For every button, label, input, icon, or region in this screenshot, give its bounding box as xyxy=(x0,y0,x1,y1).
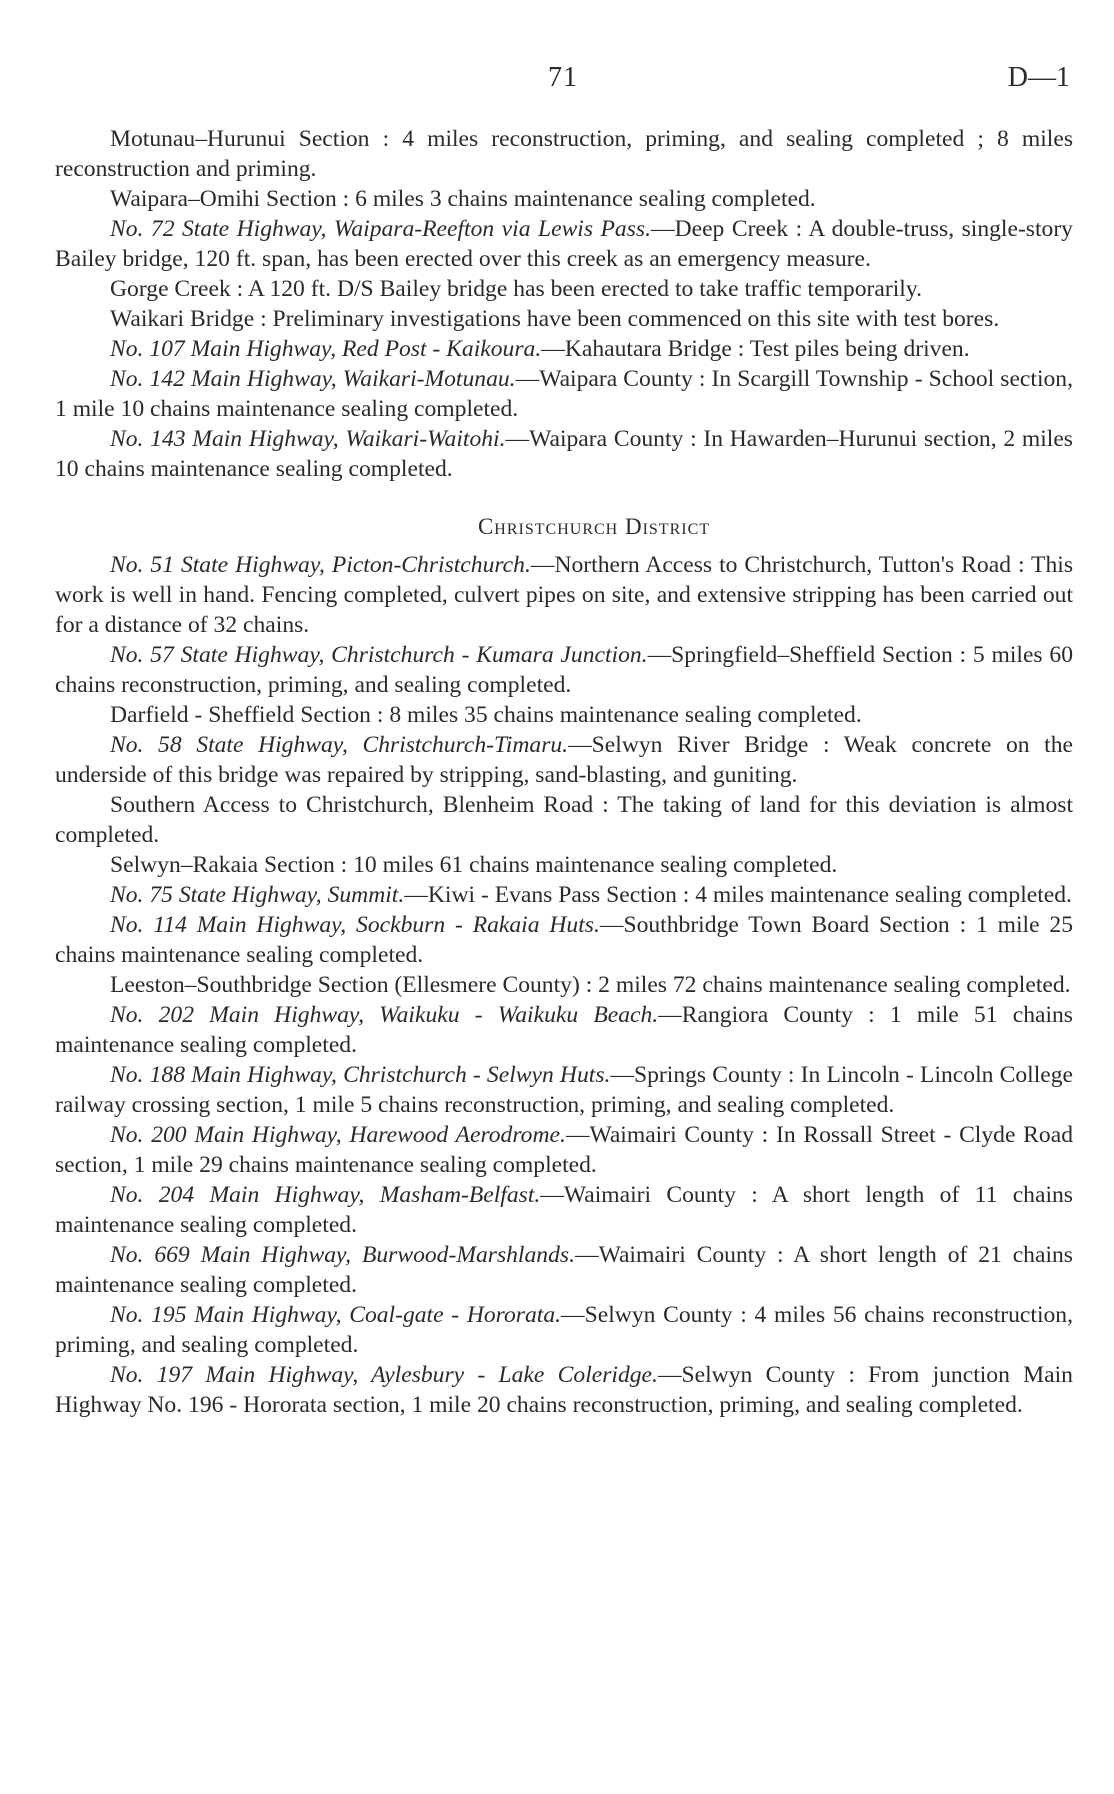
highway-heading: No. 107 Main Highway, Red Post - Kaikoura. xyxy=(110,336,542,362)
highway-heading: No. 51 State Highway, Picton-Christchurch. xyxy=(110,552,531,578)
paragraph-text: Waikari Bridge : Preliminary investigations have been commenced on this site with test bores. xyxy=(110,306,1000,332)
paragraph xyxy=(55,214,1073,274)
paragraph xyxy=(55,1180,1073,1240)
highway-heading: No. 202 Main Highway, Waikuku - Waikuku Beach. xyxy=(110,1002,659,1028)
paragraph xyxy=(55,1240,1073,1300)
paragraph-text: —Waimairi County : A short length of 21 chains maintenance sealing completed. xyxy=(55,1242,1073,1298)
paragraph-text: —Springs County : In Lincoln - Lincoln College railway crossing section, 1 mile 5 chains reconstruction, priming, and sealing completed. xyxy=(55,1062,1073,1118)
document-body xyxy=(55,124,1073,1420)
paragraph-text: Southern Access to Christchurch, Blenheim Road : The taking of land for this deviation is almost completed. xyxy=(55,792,1073,848)
paragraph xyxy=(55,1060,1073,1120)
paragraph-text: —Selwyn County : From junction Main Highway No. 196 - Hororata section, 1 mile 20 chains reconstruction, priming, and sealing completed. xyxy=(55,1362,1073,1418)
paragraph-text: —Waimairi County : In Rossall Street - Clyde Road section, 1 mile 29 chains maintenance sealing completed. xyxy=(55,1122,1073,1178)
highway-heading: No. 188 Main Highway, Christchurch - Selwyn Huts. xyxy=(110,1062,611,1088)
paragraphs-top xyxy=(55,124,1073,484)
highway-heading: No. 204 Main Highway, Masham-Belfast. xyxy=(110,1182,541,1208)
paragraph xyxy=(55,1000,1073,1060)
paragraph xyxy=(55,790,1073,850)
paragraph xyxy=(55,1360,1073,1420)
highway-heading: No. 72 State Highway, Waipara-Reefton via Lewis Pass. xyxy=(110,216,651,242)
highway-heading: No. 200 Main Highway, Harewood Aerodrome. xyxy=(110,1122,566,1148)
highway-heading: No. 75 State Highway, Summit. xyxy=(110,882,405,908)
paragraph-text: —Selwyn County : 4 miles 56 chains reconstruction, priming, and sealing completed. xyxy=(55,1302,1073,1358)
paragraph-text: —Springfield–Sheffield Section : 5 miles 60 chains reconstruction, priming, and sealing completed. xyxy=(55,642,1074,698)
paragraph xyxy=(55,334,1073,364)
paragraphs-bottom xyxy=(55,550,1073,1420)
paragraph xyxy=(55,730,1073,790)
paragraph xyxy=(55,424,1073,484)
paragraph xyxy=(55,700,1073,730)
paragraph xyxy=(55,184,1073,214)
highway-heading: No. 58 State Highway, Christchurch-Timaru. xyxy=(110,732,569,758)
district-heading: Christchurch District xyxy=(477,514,711,539)
paragraph-text: Darfield - Sheffield Section : 8 miles 35 chains maintenance sealing completed. xyxy=(110,702,862,728)
highway-heading: No. 195 Main Highway, Coal-gate - Hororata. xyxy=(110,1302,562,1328)
highway-heading: No. 197 Main Highway, Aylesbury - Lake Coleridge. xyxy=(110,1362,658,1388)
paragraph xyxy=(55,640,1073,700)
paragraph-text: Leeston–Southbridge Section (Ellesmere County) : 2 miles 72 chains maintenance sealing completed. xyxy=(110,972,1071,998)
paragraph xyxy=(55,970,1073,1000)
page-number: 71 xyxy=(548,62,578,93)
highway-heading: No. 114 Main Highway, Sockburn - Rakaia Huts. xyxy=(110,912,600,938)
paragraph-text: —Rangiora County : 1 mile 51 chains maintenance sealing completed. xyxy=(55,1002,1073,1058)
page-code: D—1 xyxy=(1007,62,1070,93)
paragraph xyxy=(55,364,1073,424)
paragraph-text: —Northern Access to Christchurch, Tutton's Road : This work is well in hand. Fencing completed, culvert pipes on site, and extensive stripping has been carried out for a distance of 32 chains. xyxy=(55,552,1073,638)
paragraph-text: —Waipara County : In Hawarden–Hurunui section, 2 miles 10 chains maintenance sealing completed. xyxy=(55,426,1073,482)
highway-heading: No. 143 Main Highway, Waikari-Waitohi. xyxy=(110,426,506,452)
paragraph-text: Waipara–Omihi Section : 6 miles 3 chains maintenance sealing completed. xyxy=(110,186,816,212)
highway-heading: No. 142 Main Highway, Waikari-Motunau. xyxy=(110,366,516,392)
paragraph xyxy=(55,550,1073,640)
highway-heading: No. 669 Main Highway, Burwood-Marshlands. xyxy=(110,1242,575,1268)
paragraph-text: —Waipara County : In Scargill Township - School section, 1 mile 10 chains maintenance sealing completed. xyxy=(55,366,1074,422)
paragraph-text: —Kiwi - Evans Pass Section : 4 miles maintenance sealing completed. xyxy=(404,882,1072,908)
paragraph xyxy=(55,124,1073,184)
paragraph xyxy=(55,850,1073,880)
paragraph xyxy=(55,910,1073,970)
paragraph xyxy=(55,304,1073,334)
paragraph-text: Selwyn–Rakaia Section : 10 miles 61 chains maintenance sealing completed. xyxy=(110,852,838,878)
paragraph xyxy=(55,274,1073,304)
paragraph-text: —Selwyn River Bridge : Weak concrete on the underside of this bridge was repaired by stripping, sand-blasting, and guniting. xyxy=(55,732,1073,788)
paragraph-text: Motunau–Hurunui Section : 4 miles reconstruction, priming, and sealing completed ; 8 miles reconstruction and priming. xyxy=(55,126,1073,182)
highway-heading: No. 57 State Highway, Christchurch - Kumara Junction. xyxy=(110,642,648,668)
paragraph-text: —Deep Creek : A double-truss, single-story Bailey bridge, 120 ft. span, has been erected over this creek as an emergency measure. xyxy=(55,216,1073,272)
paragraph xyxy=(55,880,1073,910)
paragraph xyxy=(55,1120,1073,1180)
paragraph-text: —Waimairi County : A short length of 11 chains maintenance sealing completed. xyxy=(55,1182,1073,1238)
paragraph xyxy=(55,1300,1073,1360)
paragraph-text: —Kahautara Bridge : Test piles being driven. xyxy=(541,336,970,362)
paragraph-text: —Southbridge Town Board Section : 1 mile 25 chains maintenance sealing completed. xyxy=(55,912,1073,968)
paragraph-text: Gorge Creek : A 120 ft. D/S Bailey bridge has been erected to take traffic temporarily. xyxy=(110,276,922,302)
